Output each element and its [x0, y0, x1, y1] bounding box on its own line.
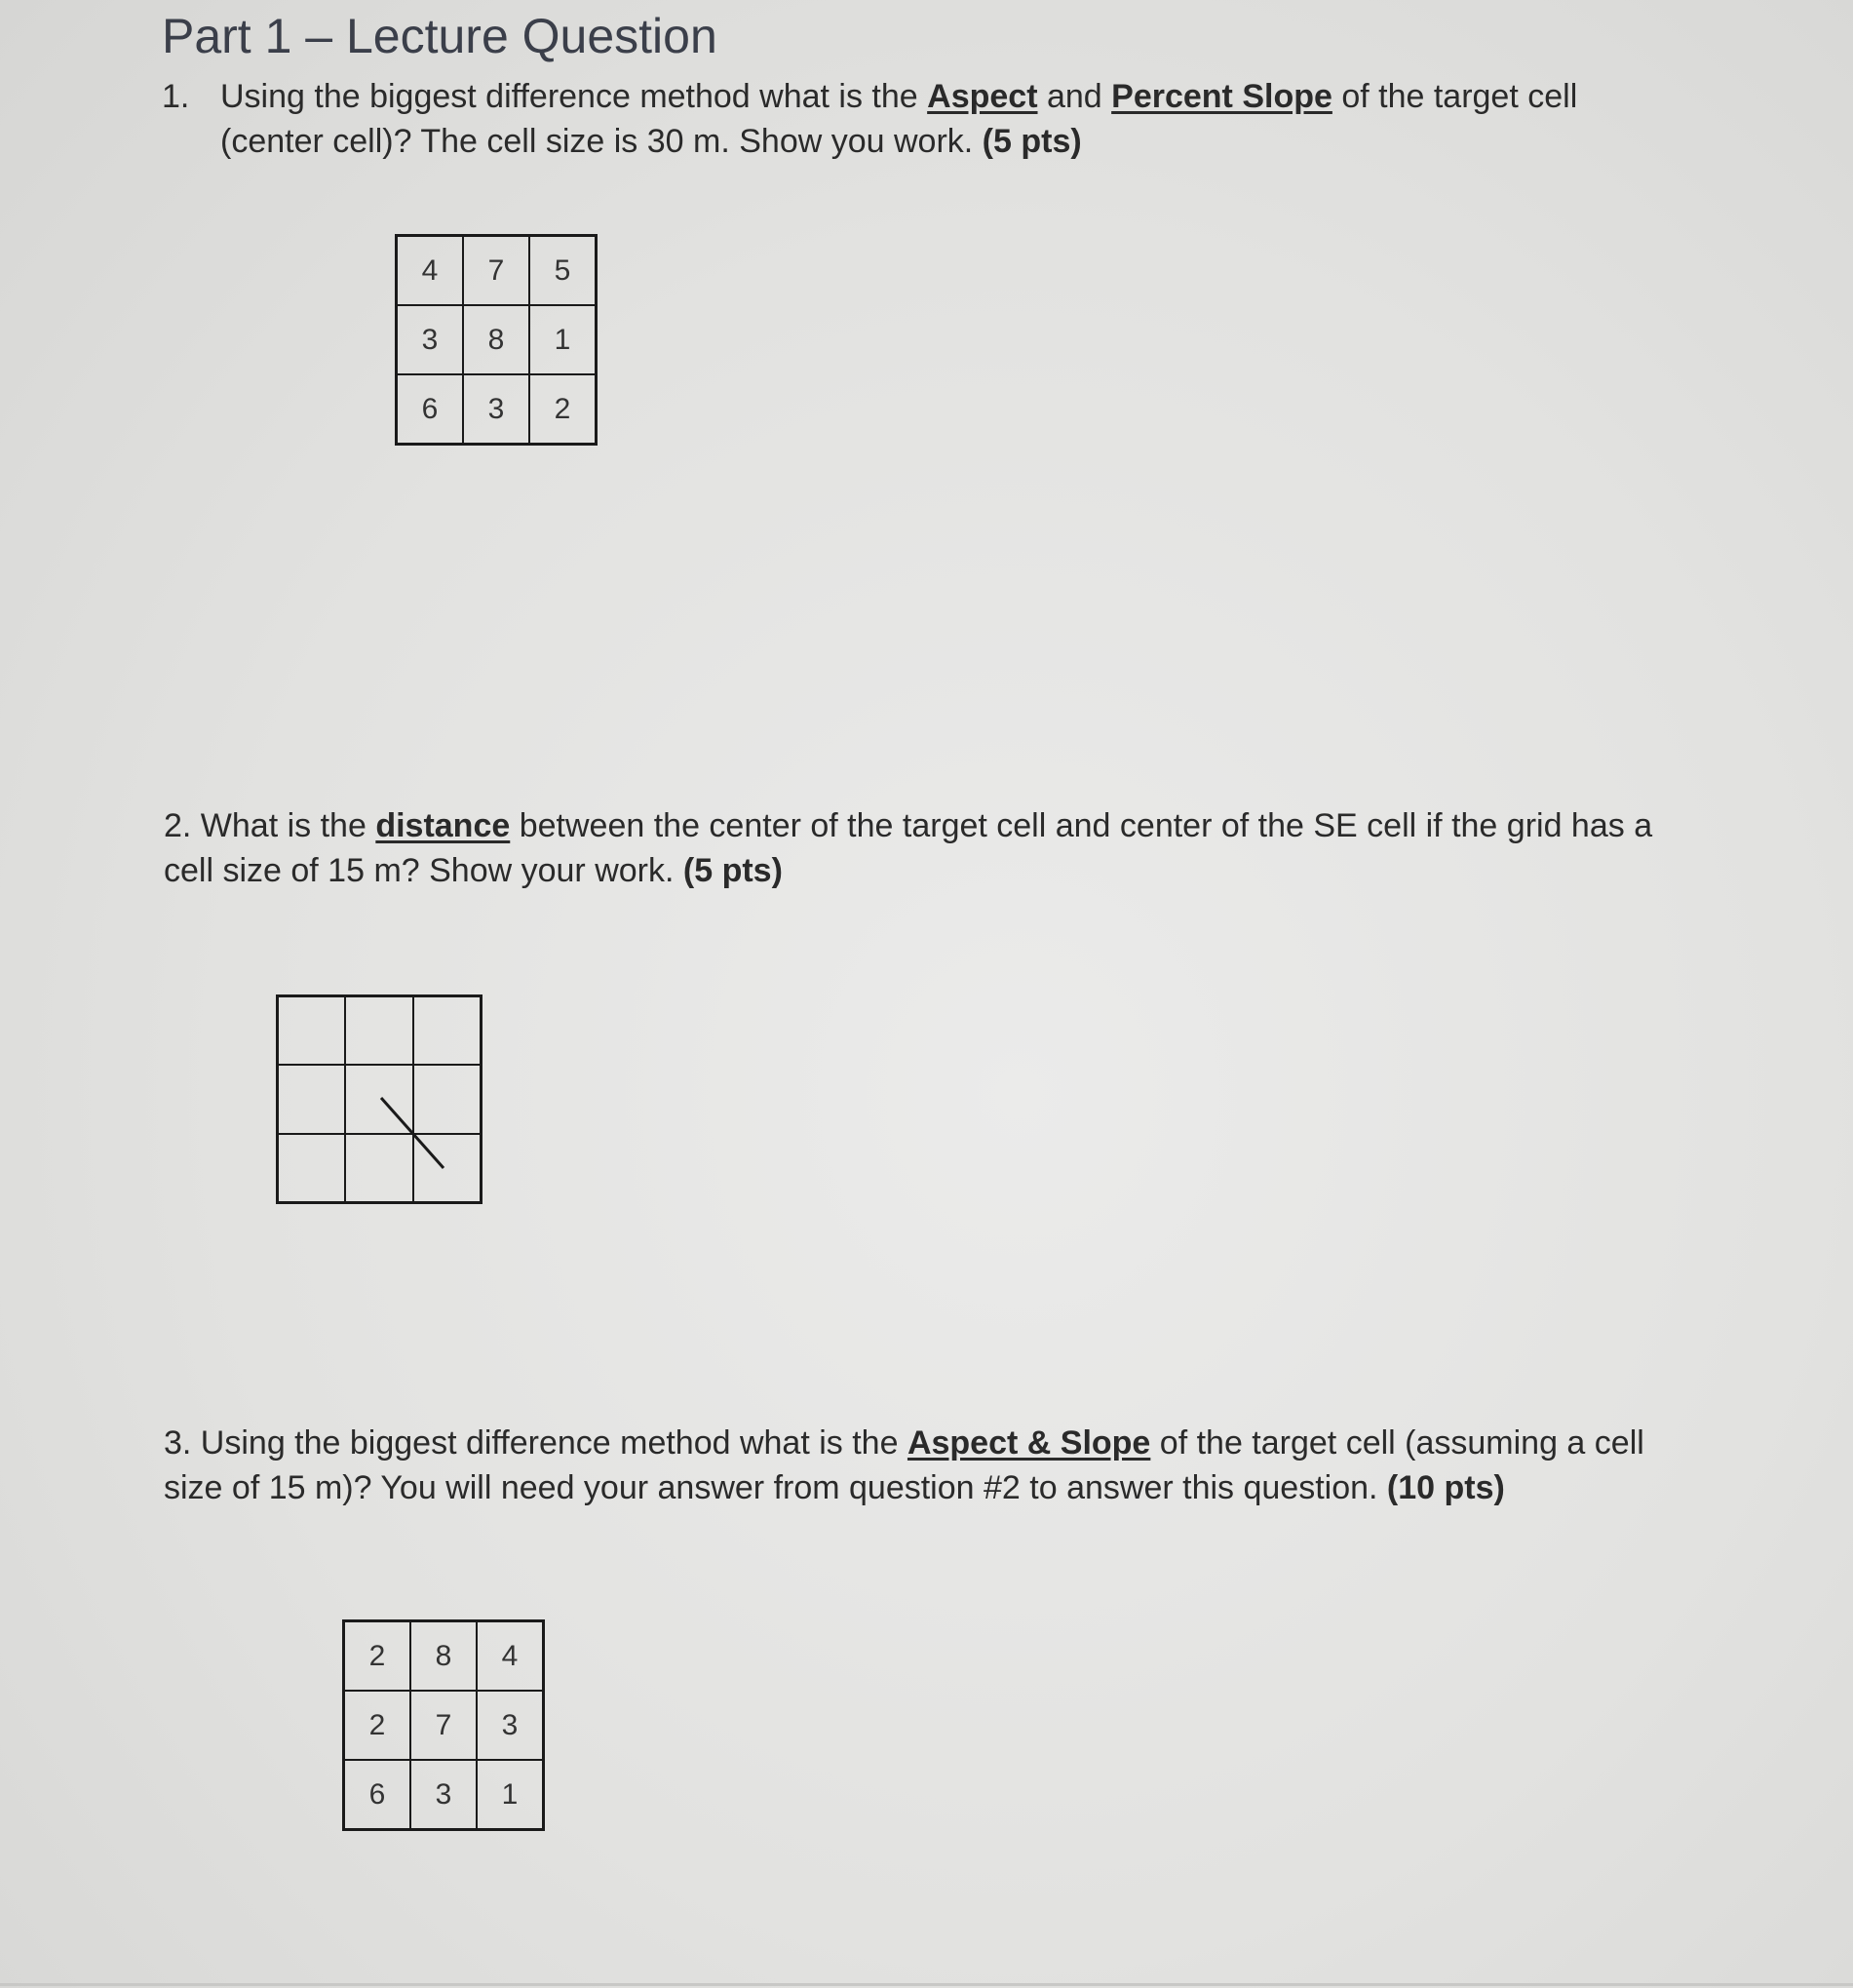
grid-cell-ne: 5	[529, 236, 597, 306]
grid-cell-n: 7	[463, 236, 529, 306]
question-2-text-a: What is the	[191, 807, 376, 844]
question-1-text-b: and	[1037, 78, 1112, 115]
grid-cell-nw: 4	[397, 236, 464, 306]
question-3-elevation-grid	[342, 1619, 545, 1831]
grid-cell-s: 3	[463, 374, 529, 445]
question-1	[162, 74, 1682, 164]
grid-cell-sw: 6	[344, 1760, 411, 1830]
grid-cell-n: 8	[410, 1621, 477, 1692]
grid-cell-w: 3	[397, 305, 464, 374]
grid-row	[397, 305, 597, 374]
grid-cell-nw: 2	[344, 1621, 411, 1692]
question-3-points: (10 pts)	[1386, 1469, 1505, 1506]
question-1-points: (5 pts)	[982, 123, 1082, 160]
question-2-points: (5 pts)	[682, 852, 783, 889]
grid-cell-e: 3	[477, 1691, 544, 1760]
question-1-body	[220, 74, 1682, 164]
grid-row	[397, 236, 597, 306]
grid-row	[344, 1691, 544, 1760]
page-bottom-edge	[0, 1983, 1853, 1986]
question-2-text-b: between the center of the target cell and center of the SE cell if the grid has a cell size of 15 m? Show your work.	[164, 807, 1653, 889]
question-3-aspect-slope: Aspect & Slope	[907, 1424, 1151, 1462]
question-1-aspect: Aspect	[927, 78, 1038, 115]
grid-row	[344, 1621, 544, 1692]
question-2-distance: distance	[375, 807, 511, 844]
grid-cell-center: 8	[463, 305, 529, 374]
question-2	[164, 803, 1684, 893]
question-1-number: 1.	[162, 78, 190, 115]
question-1-elevation-grid	[395, 234, 598, 446]
grid-cell-se: 2	[529, 374, 597, 445]
grid-cell-se: 1	[477, 1760, 544, 1830]
grid-row	[344, 1760, 544, 1830]
grid-cell-center: 7	[410, 1691, 477, 1760]
question-1-text-c: of the target cell (center cell)? The cell size is 30 m. Show you work.	[220, 78, 1578, 160]
grid-cell-sw: 6	[397, 374, 464, 445]
question-3-text-a: Using the biggest difference method what is the	[191, 1424, 907, 1462]
diagram-outer-border	[278, 996, 482, 1203]
grid-cell-e: 1	[529, 305, 597, 374]
question-1-percent-slope: Percent Slope	[1111, 78, 1332, 115]
grid-row	[397, 374, 597, 445]
grid-cell-s: 3	[410, 1760, 477, 1830]
question-3	[164, 1421, 1684, 1510]
question-2-distance-diagram	[276, 994, 483, 1204]
question-3-number: 3.	[164, 1424, 192, 1462]
grid-cell-w: 2	[344, 1691, 411, 1760]
question-3-text-b: of the target cell (assuming a cell size of 15 m)? You will need your answer from question #2 to answer this question.	[164, 1424, 1644, 1506]
page-title: Part 1 – Lecture Question	[162, 9, 717, 63]
grid-cell-ne: 4	[477, 1621, 544, 1692]
question-1-text-a: Using the biggest difference method what is the	[220, 78, 928, 115]
question-2-number: 2.	[164, 807, 192, 844]
